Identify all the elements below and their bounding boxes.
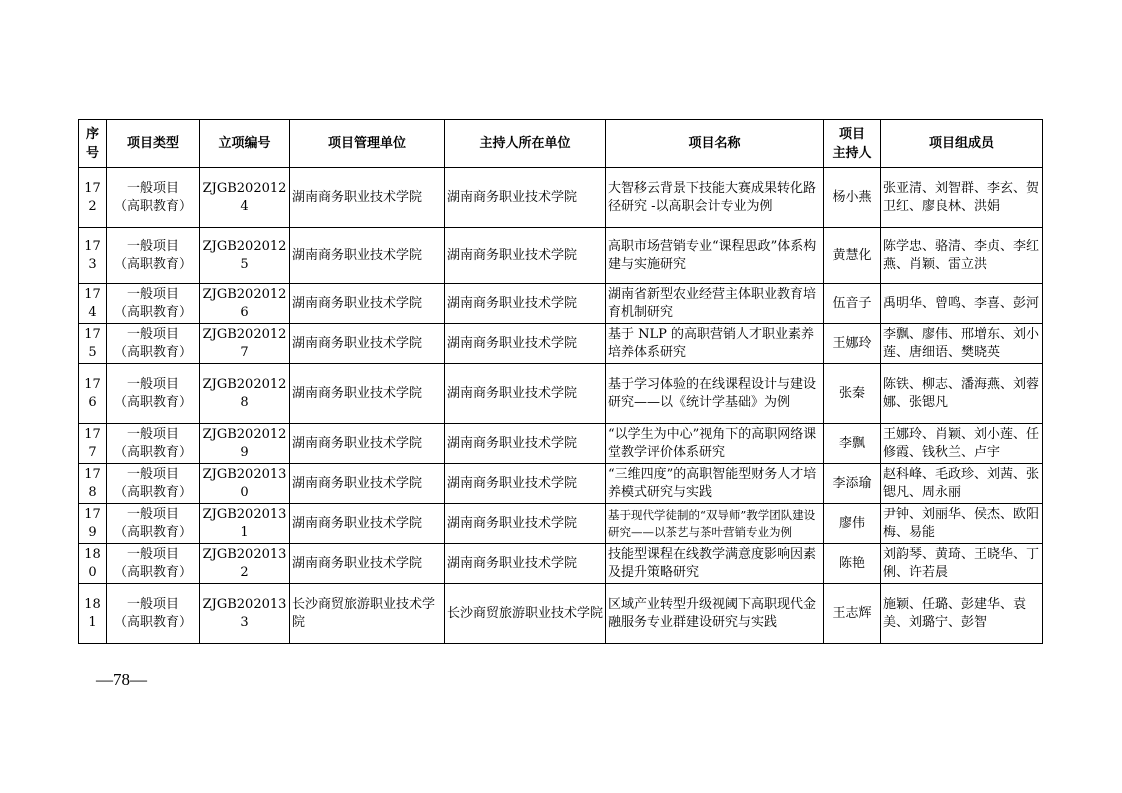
cell-type: 一般项目 （高职教育） <box>107 168 200 228</box>
cell-members: 陈铁、柳志、潘海燕、刘蓉娜、张锶凡 <box>881 364 1043 424</box>
cell-host-unit: 湖南商务职业技术学院 <box>445 424 606 464</box>
header-host-unit: 主持人所在单位 <box>445 120 606 168</box>
table-row <box>79 424 1043 464</box>
cell-project-name: “三维四度”的高职智能型财务人才培养模式研究与实践 <box>606 464 824 504</box>
cell-members: 王娜玲、肖颖、刘小莲、任修霞、钱秋兰、卢宇 <box>881 424 1043 464</box>
cell-admin-unit: 湖南商务职业技术学院 <box>290 364 445 424</box>
cell-host-unit: 湖南商务职业技术学院 <box>445 364 606 424</box>
cell-project-name: 基于 NLP 的高职营销人才职业素养培养体系研究 <box>606 324 824 364</box>
cell-admin-unit: 湖南商务职业技术学院 <box>290 228 445 284</box>
cell-project-name: 区域产业转型升级视阈下高职现代金融服务专业群建设研究与实践 <box>606 584 824 644</box>
table-row <box>79 168 1043 228</box>
cell-seq: 178 <box>79 464 107 504</box>
table-row <box>79 584 1043 644</box>
projects-table <box>78 119 1043 644</box>
cell-seq: 174 <box>79 284 107 324</box>
page-number: —78— <box>96 670 147 689</box>
cell-type: 一般项目 （高职教育） <box>107 228 200 284</box>
cell-host: 王娜玲 <box>824 324 881 364</box>
table-row <box>79 284 1043 324</box>
cell-admin-unit: 长沙商贸旅游职业技术学院 <box>290 584 445 644</box>
cell-type: 一般项目 （高职教育） <box>107 504 200 544</box>
header-admin-unit: 项目管理单位 <box>290 120 445 168</box>
cell-host-unit: 湖南商务职业技术学院 <box>445 284 606 324</box>
cell-code: ZJGB2020131 <box>200 504 290 544</box>
header-row <box>79 120 1043 168</box>
cell-code: ZJGB2020132 <box>200 544 290 584</box>
cell-host-unit: 湖南商务职业技术学院 <box>445 544 606 584</box>
cell-host-unit: 湖南商务职业技术学院 <box>445 168 606 228</box>
cell-project-name: 湖南省新型农业经营主体职业教育培育机制研究 <box>606 284 824 324</box>
cell-host: 伍音子 <box>824 284 881 324</box>
cell-seq: 181 <box>79 584 107 644</box>
cell-members: 张亚清、刘智群、李玄、贺卫红、廖良林、洪娟 <box>881 168 1043 228</box>
cell-project-name: 基于学习体验的在线课程设计与建设研究——以《统计学基础》为例 <box>606 364 824 424</box>
table-row <box>79 544 1043 584</box>
cell-members: 陈学忠、骆清、李贞、李红燕、肖颖、雷立洪 <box>881 228 1043 284</box>
cell-seq: 177 <box>79 424 107 464</box>
cell-code: ZJGB2020125 <box>200 228 290 284</box>
cell-code: ZJGB2020133 <box>200 584 290 644</box>
cell-host-unit: 湖南商务职业技术学院 <box>445 228 606 284</box>
cell-host: 杨小燕 <box>824 168 881 228</box>
cell-seq: 176 <box>79 364 107 424</box>
cell-admin-unit: 湖南商务职业技术学院 <box>290 544 445 584</box>
cell-project-name: 技能型课程在线教学满意度影响因素及提升策略研究 <box>606 544 824 584</box>
cell-members: 禹明华、曾鸣、李喜、彭河 <box>881 284 1043 324</box>
table-row <box>79 228 1043 284</box>
table-row <box>79 364 1043 424</box>
cell-host-unit: 湖南商务职业技术学院 <box>445 324 606 364</box>
cell-code: ZJGB2020128 <box>200 364 290 424</box>
cell-admin-unit: 湖南商务职业技术学院 <box>290 424 445 464</box>
cell-admin-unit: 湖南商务职业技术学院 <box>290 168 445 228</box>
cell-project-name: 大智移云背景下技能大赛成果转化路径研究 -以高职会计专业为例 <box>606 168 824 228</box>
cell-type: 一般项目 （高职教育） <box>107 284 200 324</box>
cell-type: 一般项目 （高职教育） <box>107 544 200 584</box>
cell-admin-unit: 湖南商务职业技术学院 <box>290 324 445 364</box>
cell-code: ZJGB2020130 <box>200 464 290 504</box>
cell-host-unit: 湖南商务职业技术学院 <box>445 464 606 504</box>
cell-admin-unit: 湖南商务职业技术学院 <box>290 504 445 544</box>
cell-seq: 172 <box>79 168 107 228</box>
cell-host-unit: 湖南商务职业技术学院 <box>445 504 606 544</box>
cell-host: 王志辉 <box>824 584 881 644</box>
cell-seq: 179 <box>79 504 107 544</box>
cell-host: 陈艳 <box>824 544 881 584</box>
cell-admin-unit: 湖南商务职业技术学院 <box>290 284 445 324</box>
cell-members: 刘韵琴、黄琦、王晓华、丁俐、许若晨 <box>881 544 1043 584</box>
cell-project-name: 基于现代学徒制的“双导师”教学团队建设研究——以茶艺与茶叶营销专业为例 <box>606 504 824 544</box>
header-name: 项目名称 <box>606 120 824 168</box>
cell-project-name: “以学生为中心”视角下的高职网络课堂教学评价体系研究 <box>606 424 824 464</box>
table-row <box>79 324 1043 364</box>
cell-members: 李飘、廖伟、邢增东、刘小莲、唐细语、樊晓英 <box>881 324 1043 364</box>
table-row <box>79 464 1043 504</box>
cell-code: ZJGB2020126 <box>200 284 290 324</box>
cell-host: 李添瑜 <box>824 464 881 504</box>
header-code: 立项编号 <box>200 120 290 168</box>
cell-code: ZJGB2020124 <box>200 168 290 228</box>
cell-code: ZJGB2020127 <box>200 324 290 364</box>
cell-code: ZJGB2020129 <box>200 424 290 464</box>
cell-project-name: 高职市场营销专业“课程思政”体系构建与实施研究 <box>606 228 824 284</box>
header-seq: 序 号 <box>79 120 107 168</box>
cell-members: 赵科峰、毛政珍、刘茜、张锶凡、周永丽 <box>881 464 1043 504</box>
cell-host: 李飘 <box>824 424 881 464</box>
cell-host-unit: 长沙商贸旅游职业技术学院 <box>445 584 606 644</box>
header-members: 项目组成员 <box>881 120 1043 168</box>
cell-members: 施颖、任璐、彭建华、袁美、刘璐宁、彭智 <box>881 584 1043 644</box>
cell-type: 一般项目 （高职教育） <box>107 584 200 644</box>
cell-type: 一般项目 （高职教育） <box>107 324 200 364</box>
cell-type: 一般项目 （高职教育） <box>107 424 200 464</box>
cell-host: 廖伟 <box>824 504 881 544</box>
cell-seq: 175 <box>79 324 107 364</box>
cell-type: 一般项目 （高职教育） <box>107 464 200 504</box>
header-host: 项目 主持人 <box>824 120 881 168</box>
cell-type: 一般项目 （高职教育） <box>107 364 200 424</box>
cell-members: 尹钟、刘丽华、侯杰、欧阳梅、易能 <box>881 504 1043 544</box>
table-row <box>79 504 1043 544</box>
header-type: 项目类型 <box>107 120 200 168</box>
cell-host: 黄慧化 <box>824 228 881 284</box>
cell-admin-unit: 湖南商务职业技术学院 <box>290 464 445 504</box>
cell-host: 张秦 <box>824 364 881 424</box>
cell-seq: 173 <box>79 228 107 284</box>
cell-seq: 180 <box>79 544 107 584</box>
